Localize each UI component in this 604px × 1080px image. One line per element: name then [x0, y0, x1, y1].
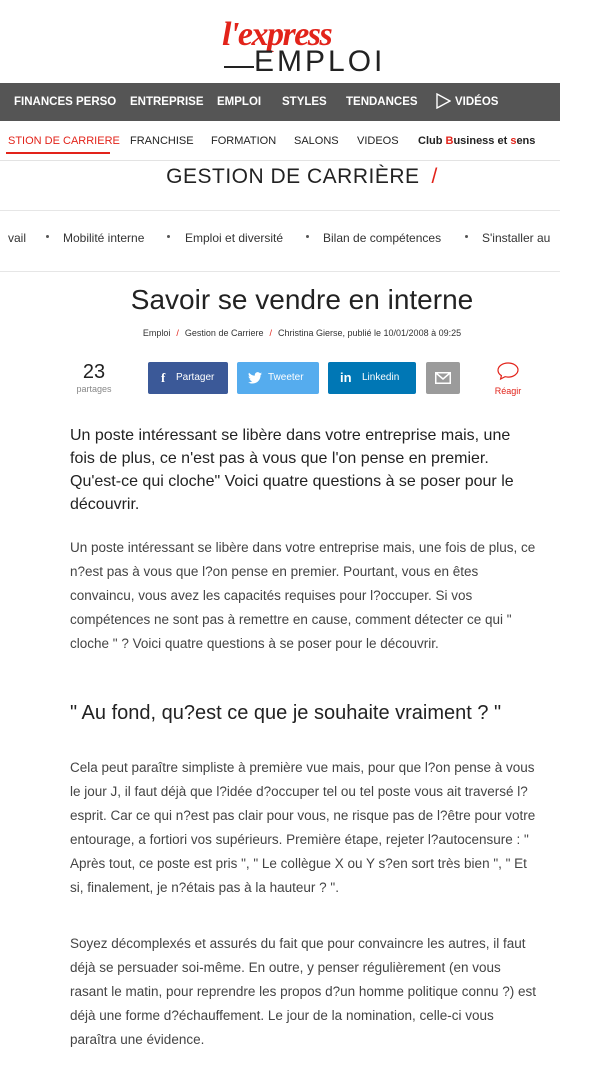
- subnav-gestion-de-carriere[interactable]: STION DE CARRIERE: [8, 135, 120, 147]
- article-byline: Christina Gierse, publié le 10/01/2008 à 09:25: [277, 328, 462, 338]
- twitter-icon: [248, 372, 262, 384]
- envelope-icon: [435, 372, 451, 384]
- logo-brand: l'express: [222, 16, 332, 53]
- nav-videos-label: VIDÉOS: [455, 96, 499, 108]
- nav-emploi[interactable]: EMPLOI: [217, 96, 262, 108]
- share-count: [72, 360, 116, 394]
- logo-bar: [224, 66, 254, 68]
- nav-styles[interactable]: STYLES: [282, 96, 327, 108]
- topic-strip: [0, 210, 560, 272]
- club-part-2: B: [445, 135, 454, 147]
- topic-mobilite-interne[interactable]: Mobilité interne: [63, 231, 145, 245]
- facebook-icon: f: [161, 370, 166, 385]
- react-label: Réagir: [494, 386, 522, 396]
- article-title: Savoir se vendre en interne: [130, 284, 474, 315]
- article-paragraph: Soyez décomplexés et assurés du fait que pour convaincre les autres, il faut déjà se persuader soi-même. En outre, y penser régulièrement (en vous rasant le matin, pour reprendre les propos d?un homme politique connu ?) est déjà une forme d?échauffement. Le jour de la nomination, celle-ci vous paraîtra une évidence.: [70, 936, 537, 1047]
- linkedin-share-label: Linkedin: [362, 372, 400, 383]
- nav-tendances[interactable]: TENDANCES: [346, 96, 418, 108]
- facebook-share-label: Partager: [176, 372, 215, 383]
- twitter-share-label: Tweeter: [268, 372, 304, 383]
- section-title-slash: /: [431, 165, 438, 188]
- subnav-franchise[interactable]: FRANCHISE: [130, 135, 194, 147]
- club-part-5: ens: [516, 135, 536, 147]
- share-count-label: partages: [76, 384, 112, 394]
- article-meta: [0, 328, 604, 338]
- subnav-videos[interactable]: VIDEOS: [357, 135, 399, 147]
- topic-bilan-de-competences[interactable]: Bilan de compétences: [323, 231, 442, 245]
- nav-videos[interactable]: [436, 83, 498, 121]
- play-icon: [436, 93, 451, 109]
- share-count-number: 23: [82, 361, 106, 383]
- subnav-formation[interactable]: FORMATION: [211, 135, 277, 147]
- article-subheading: " Au fond, qu?est ce que je souhaite vraiment ? ": [70, 702, 502, 724]
- topic-separator: [46, 235, 49, 238]
- topic-travail[interactable]: vail: [8, 231, 27, 245]
- nav-entreprise[interactable]: ENTREPRISE: [130, 96, 204, 108]
- breadcrumb-separator: /: [176, 328, 179, 338]
- club-part-4: s: [510, 135, 517, 147]
- article-paragraph: Un poste intéressant se libère dans votre entreprise mais, une fois de plus, ce n?est pas à vous que l?on pense en premier. Pourtant, vous en êtes convaincu, vous avez les capacités requises pour l?occuper. Si vos compétences ne sont pas à remettre en cause, comment détecter ce qui " cloche " ? Voici quatre questions à se poser pour le découvrir.: [70, 540, 536, 651]
- article-paragraph: Cela peut paraître simpliste à première vue mais, pour que l?on pense à vous le jour J, il faut déjà que l?idée d?occuper tel ou tel poste vous ait traversé l?esprit. Car ce qui n?est pas clair pour vous, ne risque pas de l?être pour votre entourage, a fortiori vos supérieurs. Première étape, rejeter l?autocensure : " Après tout, ce poste est pris ", " Le collègue X ou Y s?en sort très bien ", " Et si, finalement, je n?étais pas à la hauteur ? ".: [70, 760, 536, 895]
- topic-separator: [306, 235, 309, 238]
- logo-sub: EMPLOI: [254, 45, 386, 78]
- sub-nav: [0, 122, 560, 161]
- email-share-button[interactable]: [426, 362, 460, 394]
- linkedin-icon: in: [340, 370, 352, 385]
- topic-separator: [167, 235, 170, 238]
- twitter-share-button[interactable]: [237, 362, 319, 394]
- topic-separator: [465, 235, 468, 238]
- facebook-share-button[interactable]: [148, 362, 228, 394]
- comment-icon: [497, 362, 519, 380]
- section-title: [0, 165, 604, 189]
- breadcrumb-separator: /: [269, 328, 272, 338]
- react-button[interactable]: [488, 360, 528, 396]
- article-lead: Un poste intéressant se libère dans votre entreprise mais, une fois de plus, ce n'est pas à vous que l'on pense en premier. Qu'est-ce qui cloche" Voici quatre questions à se poser pour le découvrir.: [70, 427, 514, 513]
- site-logo[interactable]: [222, 16, 402, 78]
- breadcrumb-emploi[interactable]: Emploi: [142, 328, 171, 338]
- subnav-salons[interactable]: SALONS: [294, 135, 339, 147]
- linkedin-share-button[interactable]: [328, 362, 416, 394]
- nav-finances-perso[interactable]: FINANCES PERSO: [14, 96, 117, 108]
- club-part-1: Club: [418, 135, 446, 147]
- club-part-3: usiness et: [453, 135, 511, 147]
- breadcrumb-gestion[interactable]: Gestion de Carriere: [184, 328, 264, 338]
- topic-emploi-et-diversite[interactable]: Emploi et diversité: [185, 231, 284, 245]
- subnav-club-business-et-sens[interactable]: [418, 122, 535, 160]
- topic-sinstaller[interactable]: S'installer au: [482, 231, 551, 245]
- subnav-active-underline: [6, 152, 110, 154]
- section-title-text: GESTION DE CARRIÈRE: [166, 165, 420, 188]
- main-nav: [0, 83, 560, 121]
